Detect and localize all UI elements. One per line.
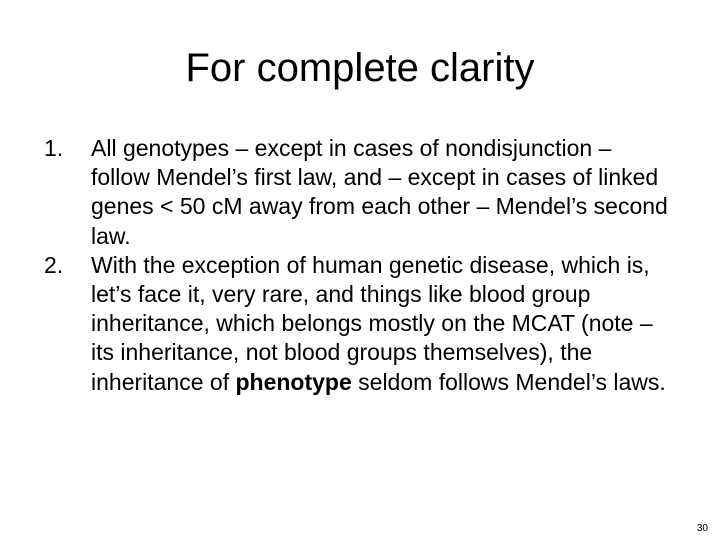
list-item-number: 1. xyxy=(44,135,64,161)
list-item xyxy=(36,251,676,397)
list-item-text-after: seldom follows Mendel’s laws. xyxy=(351,368,666,395)
page-number: 30 xyxy=(696,523,708,534)
list-item-text: All genotypes – except in cases of nondisjunction – follow Mendel’s first law, and – except in cases of linked genes < 50 cM away from each other – Mendel’s second law. xyxy=(91,135,668,249)
list-item-number: 2. xyxy=(44,251,64,278)
slide-title: For complete clarity xyxy=(185,46,535,90)
numbered-list xyxy=(36,134,676,397)
list-item-text-before: With the exception of human genetic disease, which is, let’s face it, very rare, and things like blood group inheritance, which belongs mostly on the MCAT (note – its inheritance, not blood groups themselves), the inheritance of xyxy=(91,251,653,395)
list-item-bold-term: phenotype xyxy=(235,368,352,395)
list-item xyxy=(36,134,676,251)
